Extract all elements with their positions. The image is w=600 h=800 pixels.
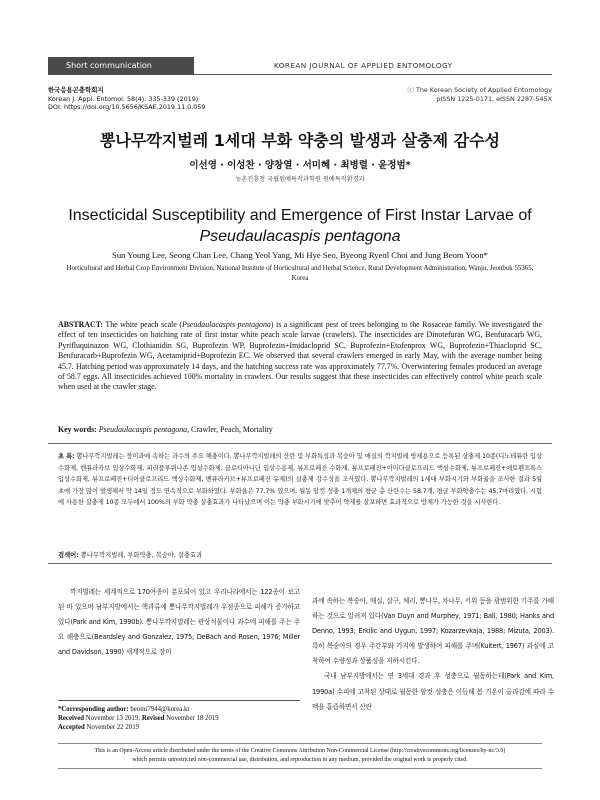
keywords-species: Pseudaulacaspis pentagona — [98, 425, 188, 434]
body-paragraph: 깍지벌레는 세계적으로 170여종이 분포되어 있고 우리나라에서는 122종이 보고된 바 있으며 남부지방에서는 핵과류에 뽕나무깍지벌레가 우점종으로 피해가 증가하고 있다(Park and Kim, 1990b). 뽕나무깍지벌레는 관상식물이나 과수에 피해를 주는 주요 해충으로(Beardsley and Gonzalez, 1975; DeBach and Rosen, 1976; Miller and Davidson, 1990) 세계적으로 장미 — [58, 588, 300, 657]
accepted-label: Accepted — [58, 724, 85, 731]
abstract-korean — [58, 451, 542, 509]
body-paragraph: 과에 속하는 복숭아, 매실, 살구, 체리, 뽕나무, 차나무, 키위 등을 광범위한 기주를 가해하는 것으로 알려져 있다(Van Duyn and Murphey, 1971; Ball, 1980; Hanks and Denno, 1993; Erkilic and Uygun, 1997; Kozarzevkaja, 1988; Mizuta, 2003). 특히 복숭아의 경우 주간부와 가지에 발생하여 피해를 주며(Kuitert, 1967) 과실에 고착하여 수량성과 상품성을 저하시킨다. — [312, 597, 554, 666]
section-label: Short communication — [48, 57, 194, 74]
keywords-korean-label: 검색어: — [58, 552, 79, 559]
title-english — [0, 205, 600, 247]
keywords-korean — [58, 550, 542, 559]
running-header — [48, 57, 552, 75]
corr-label: *Corresponding author: — [58, 706, 129, 713]
authors-english: Sun Young Lee, Seong Chan Lee, Chang Yeol Yang, Mi Hye Seo, Byeong Ryeol Choi and Jung Beom Yoon* — [112, 250, 488, 260]
footnote — [58, 700, 300, 732]
license-line: which permits unrestricted non-commercial use, distribution, and reproduction in any medium, provided the original work is properly cited. — [132, 757, 468, 763]
divider — [48, 443, 552, 444]
affiliation-english: Horticultural and Herbal Crop Environment Division, National Institute of Horticultural and Herbal Science, Rural Development Administration, Wanju, Jeonbuk 55365, Korea — [66, 265, 534, 282]
title-english-line1: Insecticidal Susceptibility and Emergence of First Instar Larvae of — [68, 207, 532, 224]
body-column-left — [58, 585, 300, 660]
abstract-korean-label: 초 록: — [58, 453, 75, 460]
accepted — [58, 723, 300, 732]
keywords-english — [58, 425, 542, 434]
copyright-block — [408, 86, 552, 103]
keywords-rest: , Crawler, Peach, Mortality — [187, 425, 273, 434]
doi-link[interactable]: DOI: https://doi.org/10.5656/KSAE.2019.11.0.059 — [48, 103, 206, 111]
corresponding-author — [58, 705, 300, 714]
divider — [48, 563, 552, 564]
license-notice — [58, 743, 542, 769]
abstract-species: Pseudaulacaspis pentagona — [182, 320, 271, 329]
citation: Korean J. Appl. Entomol. 58(4): 335-339 (2019) — [48, 94, 199, 103]
affiliation-korean: 농촌진흥청 국립원예특작과학원 원예특작환경과 — [235, 176, 365, 183]
corr-email[interactable]: beomi7944@korea.kr — [128, 706, 190, 713]
keywords-label: Key words: — [58, 425, 97, 434]
title-korean: 뽕나무깍지벌레 1세대 부화 약충의 발생과 살충제 감수성 — [99, 131, 501, 150]
revised-label: Revised — [141, 715, 165, 722]
journal-name-kr: 한국응용곤충학회지 — [48, 86, 104, 94]
citation-block — [48, 86, 205, 112]
abstract-korean-text: 뽕나무깍지벌레는 장미과에 속하는 과수의 주요 해충이다. 뽕나무깍지벌레의 산란 및 부화특성과 복숭아 및 매실의 깍지벌레 방제용으로 등록된 살충제 10종(디노테퓨란 입상수화제, 벤퓨라카브 입상수화제, 피리플루퀴나존 입상수화제, 클로티아니딘 입상수용제, 뷰프로페진 수화제, 뷰프로페진+이미다클로프리드 액상수화제, 뷰프로페진+에토펜프록스 입상수화제, 뷰프로페진+티아클로프리드 액상수화제, 벤퓨라카브+뷰프로페진 유제)의 살충제 감수성을 조사였다. 뽕나무깍지벌레의 1세대 부화시기와 부화율을 조사한 결과 5월 초에 가장 많이 발생해서 약 14일 정도 연속적으로 부화하였다. 부화율은 77.7% 였으며, 월동 암컷 성충 1개체의 평균 총 산란수는 58.7개, 평균 부화약충수는 45.7마리였다. 시험에 사용한 살충제 10종 모두에서 100%의 부화 약충 살충효과가 나타났으며 이는 약충 부화시기에 맞추어 약제를 살포하면 효과적으로 방제가 가능한 것을 시사한다. — [58, 453, 543, 507]
keywords-korean-text: 뽕나무깍지벌레, 부화약충, 복숭아, 살충효과 — [78, 552, 203, 559]
received-label: Received — [58, 715, 85, 722]
received-revised — [58, 714, 300, 723]
abstract-label: ABSTRACT: — [58, 320, 104, 329]
journal-running-title: KOREAN JOURNAL OF APPLIED ENTOMOLOGY — [274, 61, 453, 70]
body-paragraph: 국내 남부지방에서는 연 3세대 경과 후 성충으로 월동하는데(Park and Kim, 1990a) 수피에 고착된 상태로 월동한 암컷 성충은 이듬해 봄 기온이 올라감에 따라 수액을 흡즙하면서 산란 — [312, 672, 554, 711]
authors-korean: 이선영 · 이성찬 · 양창열 · 서미혜 · 최병렬 · 윤정범* — [189, 160, 411, 171]
accepted-date: November 22 2019 — [84, 724, 139, 731]
abstract-english — [58, 320, 542, 393]
issn: pISSN 1225-0171, eISSN 2287-545X — [436, 94, 552, 103]
abstract-text-1: The white peach scale ( — [103, 320, 183, 329]
revised-date: November 18 2019 — [164, 715, 219, 722]
title-english-species: Pseudaulacaspis pentagona — [199, 228, 401, 245]
abstract-text-2: ) is a significant pest of trees belonging to the Rosaceae family. We investigated the effect of ten insecticides on hatching rate of first instar white peach scale larvae (crawlers). The insecticides are Dinotefuran WG, Benfuracarb WG, Pyrifluquinazon WG, Clothianidin SG, Buprofezin WP, Buprofezin+Imidacloprid SC, Buprofezin+Etofenprox WG, Buprofezin+Thiacloprid SC, Benfuracarb+Buprofezin WG, Acetamiprid+Buprofezin EC. We observed that several crawlers emerged in early May, with the average number being 45.7. Hatching period was approximately 14 days, and the hatching success rate was approximately 77.7%. Overwintering females produced an average of 58.7 eggs. All insecticides achieved 100% mortality in crawlers. Our results suggest that these insecticides can effectively control white peach scale when used at the crawler stage. — [58, 320, 542, 392]
copyright: ⓒ The Korean Society of Applied Entomology — [407, 86, 552, 94]
body-column-right — [312, 594, 554, 715]
received-date: November 13 2019; — [84, 715, 142, 722]
license-line: This is an Open-Access article distributed under the terms of the Creative Commons Attribution Non-Commercial License (http://creativecommons.org/licenses/by-nc/3.0) — [94, 748, 506, 754]
